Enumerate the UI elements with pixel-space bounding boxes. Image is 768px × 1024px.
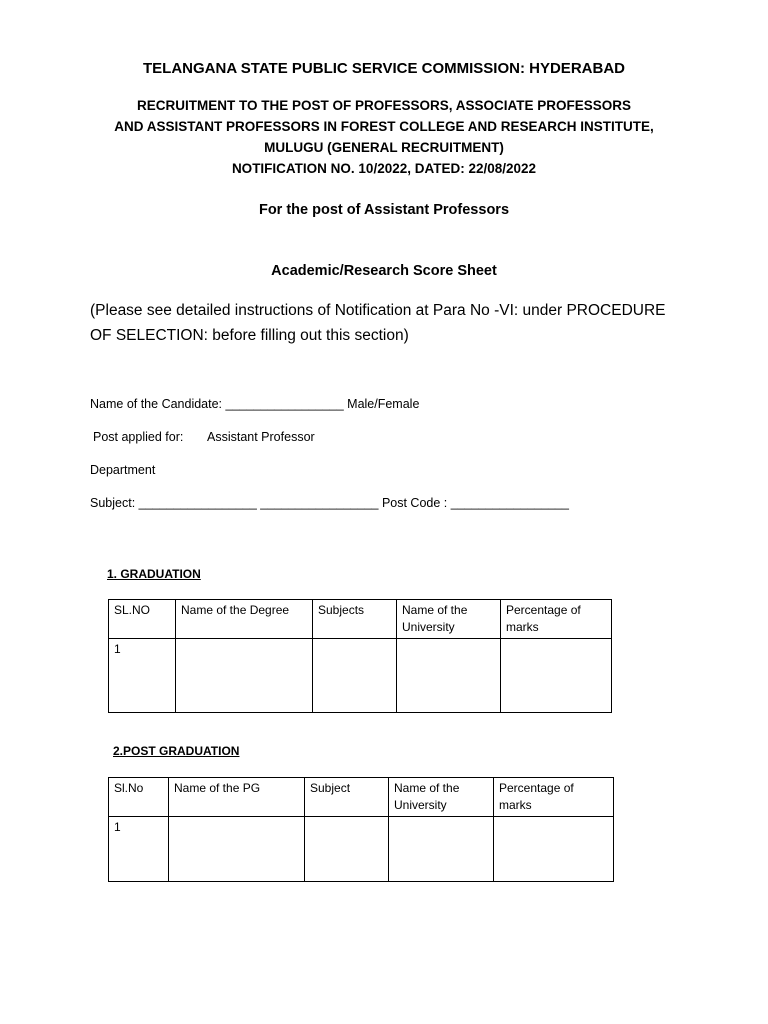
table-cell [494, 817, 614, 882]
table-row [109, 817, 614, 882]
table-header-row [109, 600, 612, 639]
post-graduation-heading: 2.POST GRADUATION [113, 744, 240, 758]
recruitment-line-3: MULUGU (GENERAL RECRUITMENT) [264, 140, 504, 155]
table-header-cell: Name of the PG [169, 778, 305, 817]
graduation-heading: 1. GRADUATION [107, 567, 201, 581]
table-header-cell: SL.NO [109, 600, 176, 639]
recruitment-line-1: RECRUITMENT TO THE POST OF PROFESSORS, ASSOCIATE PROFESSORS [136, 98, 632, 113]
post-applied-value: Assistant Professor [207, 430, 315, 444]
table-header-cell: Subject [305, 778, 389, 817]
candidate-name-field: Name of the Candidate: _________________ Male/Female [90, 397, 420, 411]
post-applied-label: Post applied for: [93, 430, 184, 444]
table-cell: 1 [109, 817, 169, 882]
table-cell [397, 639, 501, 713]
post-heading: For the post of Assistant Professors [258, 202, 510, 218]
table-row [109, 639, 612, 713]
table-cell: 1 [109, 639, 176, 713]
table-cell [169, 817, 305, 882]
recruitment-line-2: AND ASSISTANT PROFESSORS IN FOREST COLLEGE AND RESEARCH INSTITUTE, [114, 119, 654, 134]
table-cell [176, 639, 313, 713]
commission-title: TELANGANA STATE PUBLIC SERVICE COMMISSION: HYDERABAD [143, 60, 625, 77]
notification-line: NOTIFICATION NO. 10/2022, DATED: 22/08/2022 [231, 161, 537, 176]
instructions-line-2: OF SELECTION: before filling out this section) [90, 327, 409, 344]
table-cell [389, 817, 494, 882]
table-cell [501, 639, 612, 713]
table-header-cell: Subjects [313, 600, 397, 639]
graduation-table [108, 599, 612, 713]
department-field: Department [90, 463, 156, 477]
instructions-line-1: (Please see detailed instructions of Notification at Para No -VI: under PROCEDURE [90, 302, 666, 319]
table-header-cell: Name of the University [389, 778, 494, 817]
table-header-cell: Sl.No [109, 778, 169, 817]
table-header-cell: Name of the University [397, 600, 501, 639]
subject-field: Subject: _________________ _________________ Post Code : _________________ [90, 496, 569, 510]
table-cell [305, 817, 389, 882]
table-header-cell: Percentage of marks [494, 778, 614, 817]
table-cell [313, 639, 397, 713]
score-sheet-title: Academic/Research Score Sheet [271, 263, 497, 279]
table-header-cell: Percentage of marks [501, 600, 612, 639]
table-header-row [109, 778, 614, 817]
table-header-cell: Name of the Degree [176, 600, 313, 639]
post-graduation-table [108, 777, 614, 882]
